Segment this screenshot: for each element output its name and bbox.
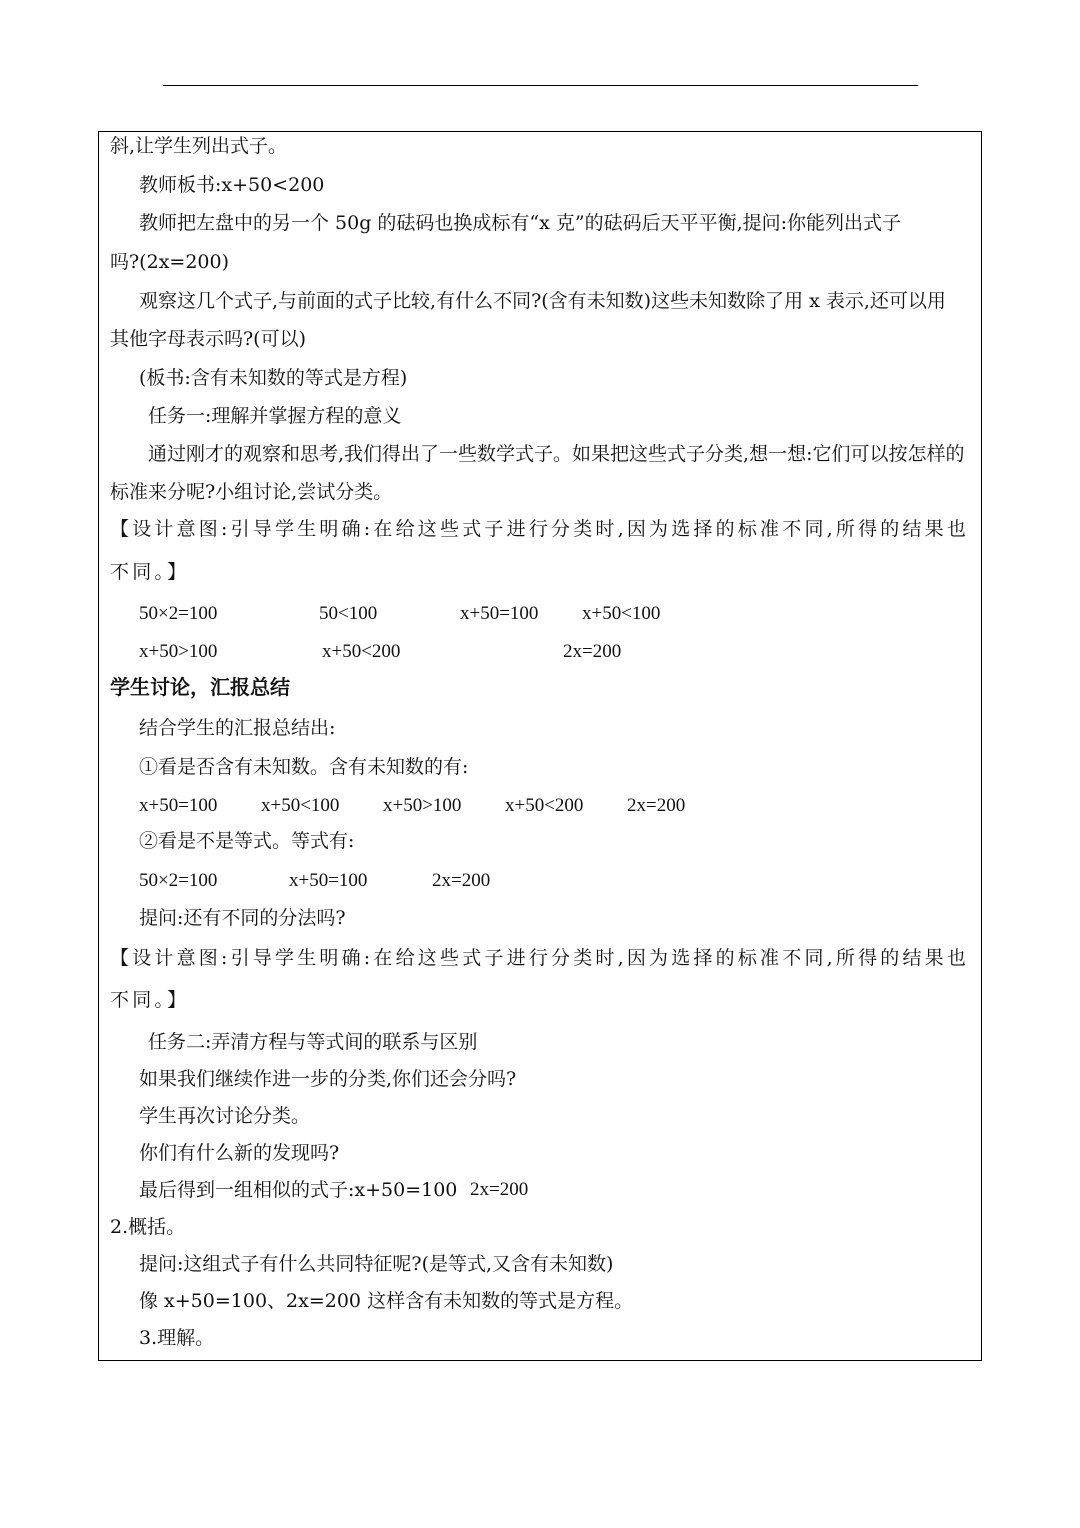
- lesson-content-box: [98, 131, 982, 1361]
- text-line: 提问:这组式子有什么共同特征呢?(是等式,又含有未知数): [139, 1253, 614, 1275]
- section-heading: 学生讨论，汇报总结: [110, 675, 290, 699]
- text-line: 你们有什么新的发现吗?: [139, 1142, 340, 1164]
- design-intent: 【设计意图:引导学生明确:在给这些式子进行分类时,因为选择的标准不同,所得的结果也: [110, 947, 970, 969]
- formula: x+50<100: [582, 603, 661, 624]
- text-line: 吗?(2x=200): [110, 251, 230, 273]
- text-line: 像 x+50=100、2x=200 这样含有未知数的等式是方程。: [139, 1290, 634, 1312]
- design-intent-end: 不同。】: [110, 561, 190, 583]
- formula: x+50<100: [261, 795, 340, 816]
- formula: 50×2=100: [139, 603, 218, 624]
- text-line: (板书:含有未知数的等式是方程): [139, 367, 408, 389]
- task-heading: 任务二:弄清方程与等式间的联系与区别: [148, 1031, 478, 1053]
- formula: x+50>100: [139, 641, 218, 662]
- formula: x+50=100: [139, 795, 218, 816]
- text-line: ①看是否含有未知数。含有未知数的有:: [139, 756, 469, 778]
- text-line: 斜,让学生列出式子。: [110, 135, 288, 157]
- formula: x+50=100: [289, 870, 368, 891]
- formula: 50×2=100: [139, 870, 218, 891]
- text-line: 3.理解。: [139, 1327, 215, 1349]
- formula: 2x=200: [627, 795, 686, 816]
- header-rule: [163, 85, 918, 86]
- text-line: 观察这几个式子,与前面的式子比较,有什么不同?(含有未知数)这些未知数除了用 x 表示,还可以用: [139, 290, 946, 312]
- text-line: ②看是不是等式。等式有:: [139, 830, 355, 852]
- text-line: 学生再次讨论分类。: [139, 1105, 311, 1127]
- text-line: 其他字母表示吗?(可以): [110, 328, 307, 350]
- formula: x+50=100: [460, 603, 539, 624]
- text-line: 2.概括。: [110, 1216, 186, 1238]
- formula: 2x=200: [432, 870, 491, 891]
- formula: 2x=200: [563, 641, 622, 662]
- text-line: 通过刚才的观察和思考,我们得出了一些数学式子。如果把这些式子分类,想一想:它们可以按怎样的: [148, 443, 965, 465]
- design-intent: 【设计意图:引导学生明确:在给这些式子进行分类时,因为选择的标准不同,所得的结果也: [110, 518, 970, 540]
- text-line: 最后得到一组相似的式子:x+50=100: [139, 1179, 458, 1201]
- formula: x+50>100: [383, 795, 462, 816]
- text-line: 教师把左盘中的另一个 50g 的砝码也换成标有“x 克”的砝码后天平平衡,提问:你能列出式子: [139, 212, 902, 234]
- formula: 50<100: [319, 603, 378, 624]
- design-intent-end: 不同。】: [110, 989, 190, 1011]
- task-heading: 任务一:理解并掌握方程的意义: [148, 405, 402, 427]
- text-line: 如果我们继续作进一步的分类,你们还会分吗?: [139, 1068, 517, 1090]
- formula: x+50<200: [505, 795, 584, 816]
- text-line: 提问:还有不同的分法吗?: [139, 907, 346, 929]
- formula: x+50<200: [322, 641, 401, 662]
- formula: 2x=200: [470, 1179, 529, 1200]
- text-line: 教师板书:x+50<200: [139, 174, 325, 196]
- text-line: 标准来分呢?小组讨论,尝试分类。: [110, 481, 393, 503]
- text-line: 结合学生的汇报总结出:: [139, 717, 336, 739]
